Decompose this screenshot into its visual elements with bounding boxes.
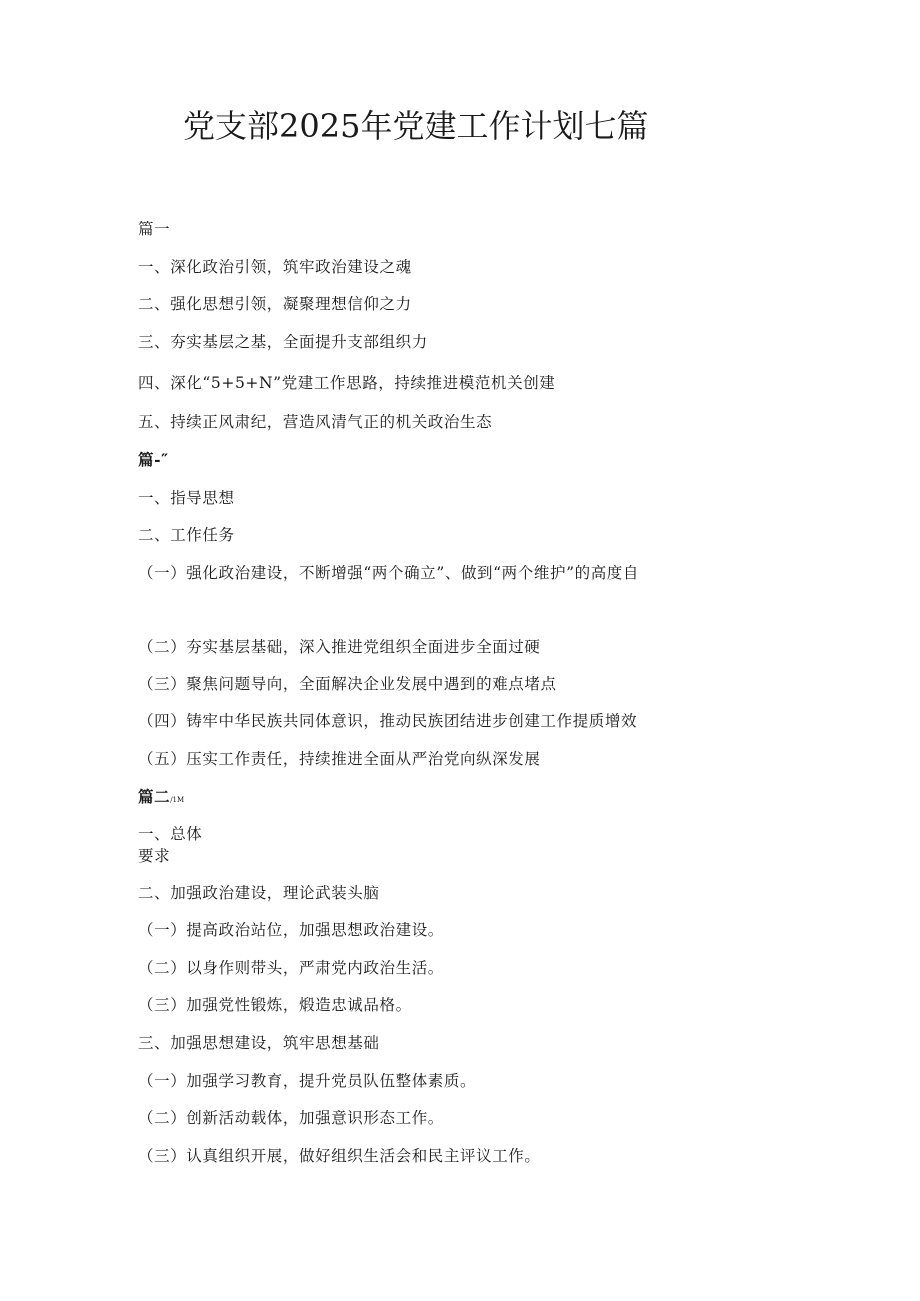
list-item: （二）以身作则带头，严肃党内政治生活。	[138, 959, 444, 977]
list-item: （五）压实工作责任，持续推进全面从严治党向纵深发展	[138, 750, 541, 768]
list-item: （三）认真组织开展，做好组织生活会和民主评议工作。	[138, 1147, 541, 1165]
list-item: 一、指导思想	[138, 489, 235, 507]
list-item: 二、工作任务	[138, 526, 235, 544]
section-heading	[138, 786, 184, 811]
list-item: 一、总体	[138, 825, 203, 843]
section-heading: 篇一	[138, 220, 171, 238]
list-item: （一）加强学习教育，提升党员队伍整体素质。	[138, 1072, 477, 1090]
section-heading: 篇-″	[138, 450, 169, 469]
section-heading-mark: /1M	[170, 796, 185, 804]
section-heading-label: 篇二	[138, 787, 171, 806]
list-item: （一）强化政治建设，不断增强“两个确立”、做到“两个维护”的高度自	[138, 564, 639, 582]
list-item: （二）创新活动载体，加强意识形态工作。	[138, 1109, 444, 1127]
list-item: 二、强化思想引领，凝聚理想信仰之力	[138, 295, 412, 313]
list-item: 四、深化“5+5+N”党建工作思路，持续推进模范机关创建	[138, 374, 556, 392]
list-item: 五、持续正风肃纪，营造风清气正的机关政治生态	[138, 413, 493, 431]
list-item: 三、夯实基层之基，全面提升支部组织力	[138, 333, 428, 351]
list-item: （二）夯实基层基础，深入推进党组织全面进步全面过硬	[138, 638, 541, 656]
list-item: 要求	[138, 847, 171, 865]
list-item: 一、深化政治引领，筑牢政治建设之魂	[138, 258, 412, 276]
list-item: （一）提高政治站位，加强思想政治建设。	[138, 921, 444, 939]
list-item: （四）铸牢中华民族共同体意识，推动民族团结进步创建工作提质增效	[138, 712, 638, 730]
page-title: 党支部2025年党建工作计划七篇	[183, 107, 649, 145]
list-item: 三、加强思想建设，筑牢思想基础	[138, 1034, 380, 1052]
list-item: （三）聚焦问题导向，全面解决企业发展中遇到的难点堵点	[138, 675, 557, 693]
list-item: （三）加强党性锻炼，煅造忠诚品格。	[138, 996, 412, 1014]
list-item: 二、加强政治建设，理论武装头脑	[138, 884, 380, 902]
